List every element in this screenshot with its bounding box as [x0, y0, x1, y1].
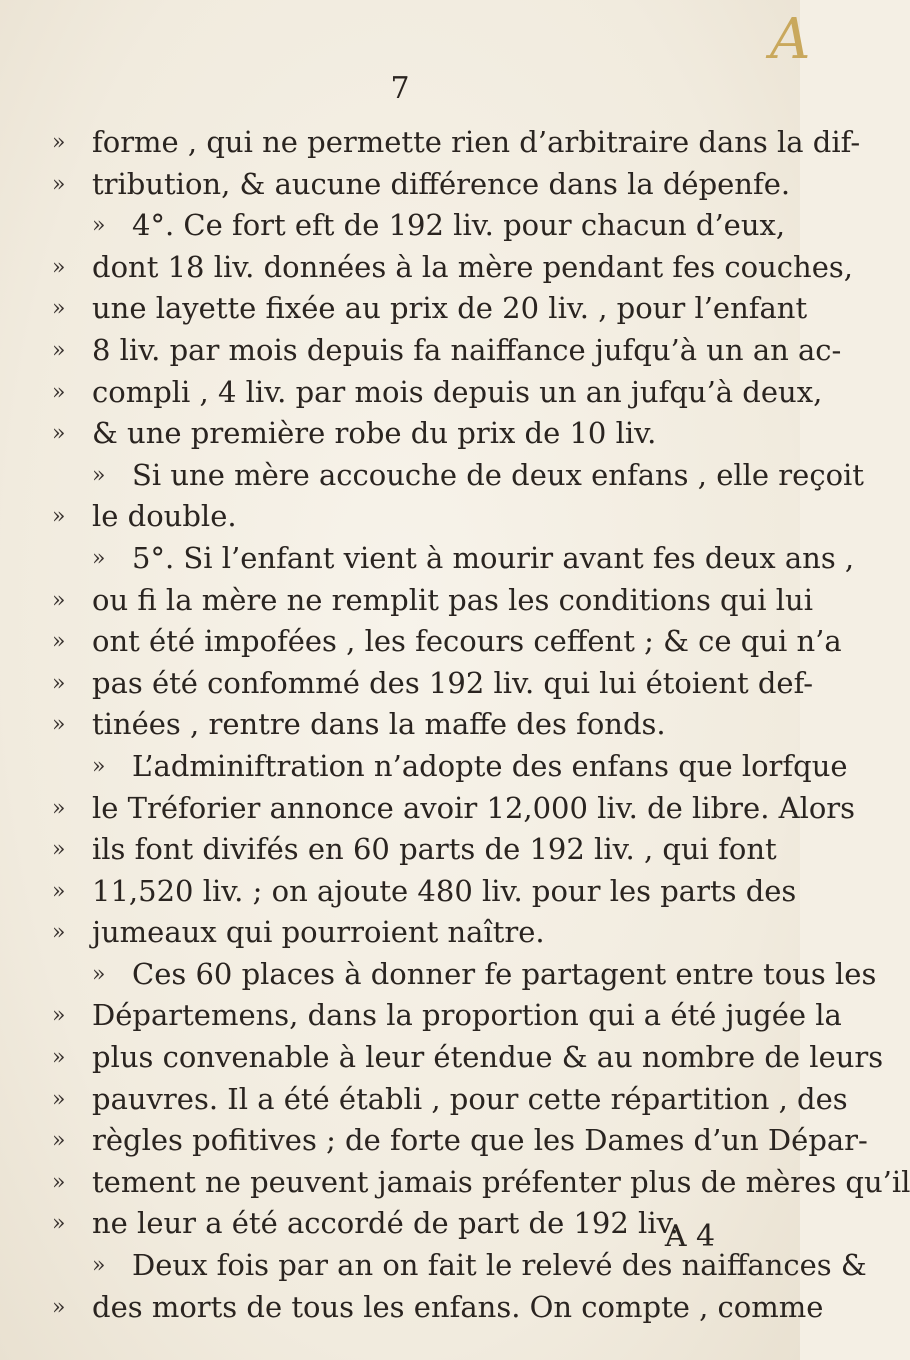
- line-text: pas été confommé des 192 liv. qui lui étoient def-: [92, 665, 814, 700]
- line-text: des morts de tous les enfans. On compte , comme: [92, 1289, 824, 1324]
- text-line: [52, 995, 842, 1037]
- line-text: compli , 4 liv. par mois depuis un an jufqu’à deux,: [92, 374, 823, 409]
- quote-mark: »: [92, 961, 106, 987]
- line-text: tinées , rentre dans la maffe des fonds.: [92, 707, 666, 742]
- quote-mark: »: [52, 379, 66, 405]
- line-text: une layette fixée au prix de 20 liv. , pour l’enfant: [92, 291, 808, 326]
- text-line: [52, 1037, 884, 1079]
- page-number: 7: [390, 71, 410, 106]
- line-text: L’adminiftration n’adopte des enfans que lorfque: [132, 748, 848, 783]
- text-line: [52, 621, 842, 663]
- text-line: [52, 954, 877, 996]
- text-line: [52, 663, 814, 705]
- quote-mark: »: [52, 1294, 66, 1320]
- quote-mark: »: [52, 1086, 66, 1112]
- body-text: [52, 122, 910, 1328]
- line-text: & une première robe du prix de 10 liv.: [92, 416, 657, 451]
- line-text: Ces 60 places à donner fe partagent entre tous les: [132, 956, 877, 991]
- text-line: [52, 122, 861, 164]
- text-line: [52, 496, 772, 538]
- quote-mark: »: [92, 213, 106, 239]
- quote-mark: »: [92, 1253, 106, 1279]
- text-line: [52, 1120, 868, 1162]
- quote-mark: »: [52, 712, 66, 738]
- line-text: ou fi la mère ne remplit pas les conditions qui lui: [92, 582, 814, 617]
- text-line: [52, 330, 842, 372]
- quote-mark: »: [52, 837, 66, 863]
- quote-mark: »: [52, 878, 66, 904]
- line-text: Deux fois par an on fait le relevé des naiffances &: [132, 1248, 867, 1283]
- text-line: [52, 704, 772, 746]
- text-line: [52, 288, 808, 330]
- line-text: tement ne peuvent jamais préfenter plus de mères qu’il: [92, 1164, 910, 1199]
- corner-mark: A: [770, 7, 811, 72]
- text-line: [52, 912, 772, 954]
- line-text: 11,520 liv. ; on ajoute 480 liv. pour les parts des: [92, 873, 797, 908]
- quote-mark: »: [52, 1045, 66, 1071]
- text-line: [52, 372, 823, 414]
- quote-mark: »: [52, 254, 66, 280]
- text-line: [52, 164, 791, 206]
- quote-mark: »: [52, 337, 66, 363]
- line-text: 8 liv. par mois depuis fa naiffance jufqu’à un an ac-: [92, 332, 842, 367]
- line-text: le Tréforier annonce avoir 12,000 liv. de libre. Alors: [92, 790, 856, 825]
- text-line: [52, 1287, 824, 1329]
- text-line: [52, 413, 772, 455]
- line-text: forme , qui ne permette rien d’arbitraire dans la dif-: [92, 125, 861, 159]
- text-line: [52, 871, 797, 913]
- quote-mark: »: [52, 130, 66, 155]
- line-text: pauvres. Il a été établi , pour cette répartition , des: [92, 1081, 848, 1116]
- line-text: ne leur a été accordé de part de 192 liv.: [92, 1206, 679, 1241]
- text-line: [52, 1079, 848, 1121]
- quote-mark: »: [52, 795, 66, 821]
- line-text: le double.: [92, 499, 237, 534]
- line-text: jumeaux qui pourroient naître.: [92, 915, 545, 950]
- quote-mark: »: [92, 753, 106, 779]
- line-text: Départemens, dans la proportion qui a été jugée la: [92, 998, 842, 1033]
- line-text: ils font divifés en 60 parts de 192 liv. , qui font: [92, 832, 777, 867]
- text-line: [52, 746, 848, 788]
- line-text: règles pofitives ; de forte que les Dames d’un Dépar-: [92, 1123, 868, 1158]
- text-line: [52, 205, 786, 247]
- line-text: plus convenable à leur étendue & au nombre de leurs: [92, 1040, 884, 1075]
- line-text: 4°. Ce fort eft de 192 liv. pour chacun d’eux,: [132, 208, 786, 243]
- line-text: 5°. Si l’enfant vient à mourir avant fes deux ans ,: [132, 540, 855, 575]
- quote-mark: »: [52, 1003, 66, 1029]
- quote-mark: »: [52, 587, 66, 613]
- quote-mark: »: [92, 545, 106, 571]
- text-line: [52, 829, 777, 871]
- quote-mark: »: [52, 670, 66, 696]
- quote-mark: »: [52, 1169, 66, 1195]
- quote-mark: »: [52, 421, 66, 447]
- text-line: [52, 538, 855, 580]
- quote-mark: »: [52, 504, 66, 530]
- signature-mark: A 4: [664, 1219, 716, 1254]
- line-text: tribution, & aucune différence dans la dépenfe.: [92, 166, 791, 201]
- quote-mark: »: [52, 1128, 66, 1154]
- quote-mark: »: [52, 296, 66, 322]
- line-text: ont été impofées , les fecours ceffent ; & ce qui n’a: [92, 624, 842, 659]
- quote-mark: »: [52, 920, 66, 946]
- text-line: [52, 247, 853, 289]
- line-text: Si une mère accouche de deux enfans , elle reçoit: [132, 457, 864, 492]
- quote-mark: »: [52, 171, 66, 197]
- text-line: [52, 580, 814, 622]
- quote-mark: »: [52, 629, 66, 655]
- text-line: [52, 788, 856, 830]
- line-text: dont 18 liv. données à la mère pendant fes couches,: [92, 249, 853, 284]
- text-line: [52, 1162, 910, 1204]
- quote-mark: »: [92, 462, 106, 488]
- quote-mark: »: [52, 1211, 66, 1237]
- text-line: [52, 455, 864, 497]
